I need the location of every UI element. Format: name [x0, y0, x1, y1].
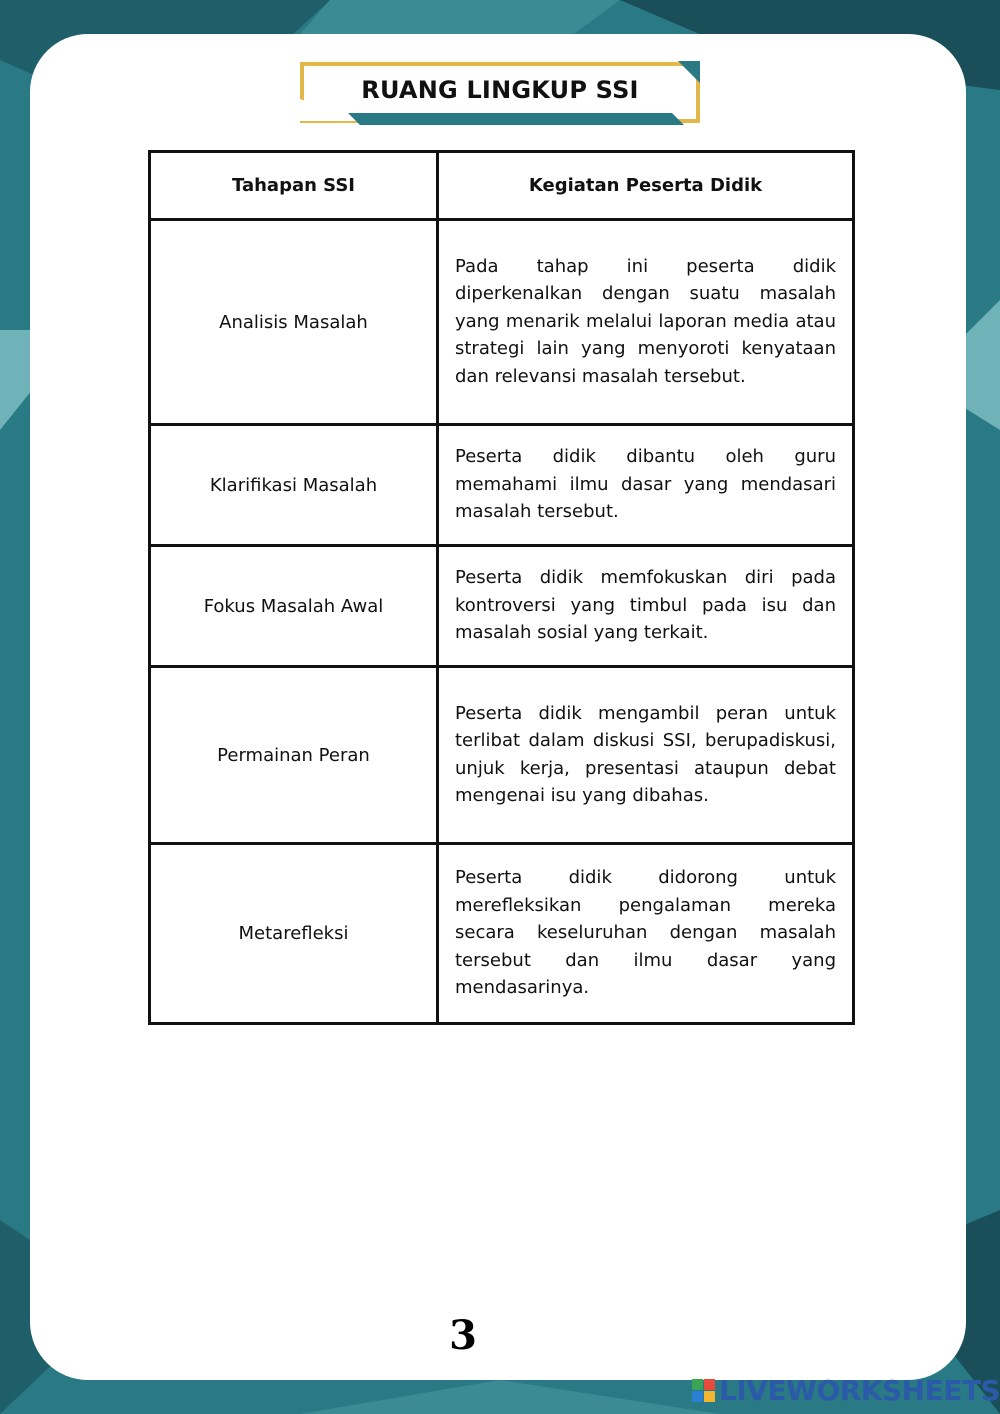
liveworksheets-watermark — [692, 1374, 1000, 1406]
activity-cell: Peserta didik didorong untuk merefleksikan pengalaman mereka secara keseluruhan dengan masalah tersebut dan ilmu dasar yang mendasarinya. — [438, 844, 854, 1024]
column-header-activity: Kegiatan Peserta Didik — [438, 152, 854, 220]
page-number: 3 — [449, 1312, 477, 1359]
watermark-text: LIVEWORKSHEETS — [719, 1373, 1000, 1407]
column-header-stage: Tahapan SSI — [150, 152, 438, 220]
stage-cell: Fokus Masalah Awal — [150, 546, 438, 667]
table-row — [150, 844, 854, 1024]
table-row — [150, 425, 854, 546]
page-title: RUANG LINGKUP SSI — [361, 76, 639, 104]
stage-cell: Analisis Masalah — [150, 220, 438, 425]
table-row — [150, 546, 854, 667]
ssi-table — [148, 150, 855, 1025]
title-banner — [300, 61, 700, 125]
activity-cell: Pada tahap ini peserta didik diperkenalkan dengan suatu masalah yang menarik melalui laporan media atau strategi lain yang menyoroti kenyataan dan relevansi masalah tersebut. — [438, 220, 854, 425]
stage-cell: Permainan Peran — [150, 667, 438, 844]
table-row — [150, 667, 854, 844]
stage-cell: Metarefleksi — [150, 844, 438, 1024]
table-row — [150, 220, 854, 425]
liveworksheets-logo — [692, 1379, 715, 1402]
activity-cell: Peserta didik mengambil peran untuk terlibat dalam diskusi SSI, berupadiskusi, unjuk kerja, presentasi ataupun debat mengenai isu yang dibahas. — [438, 667, 854, 844]
table-header-row — [150, 152, 854, 220]
stage-cell: Klarifikasi Masalah — [150, 425, 438, 546]
activity-cell: Peserta didik memfokuskan diri pada kontroversi yang timbul pada isu dan masalah sosial yang terkait. — [438, 546, 854, 667]
activity-cell: Peserta didik dibantu oleh guru memahami ilmu dasar yang mendasari masalah tersebut. — [438, 425, 854, 546]
